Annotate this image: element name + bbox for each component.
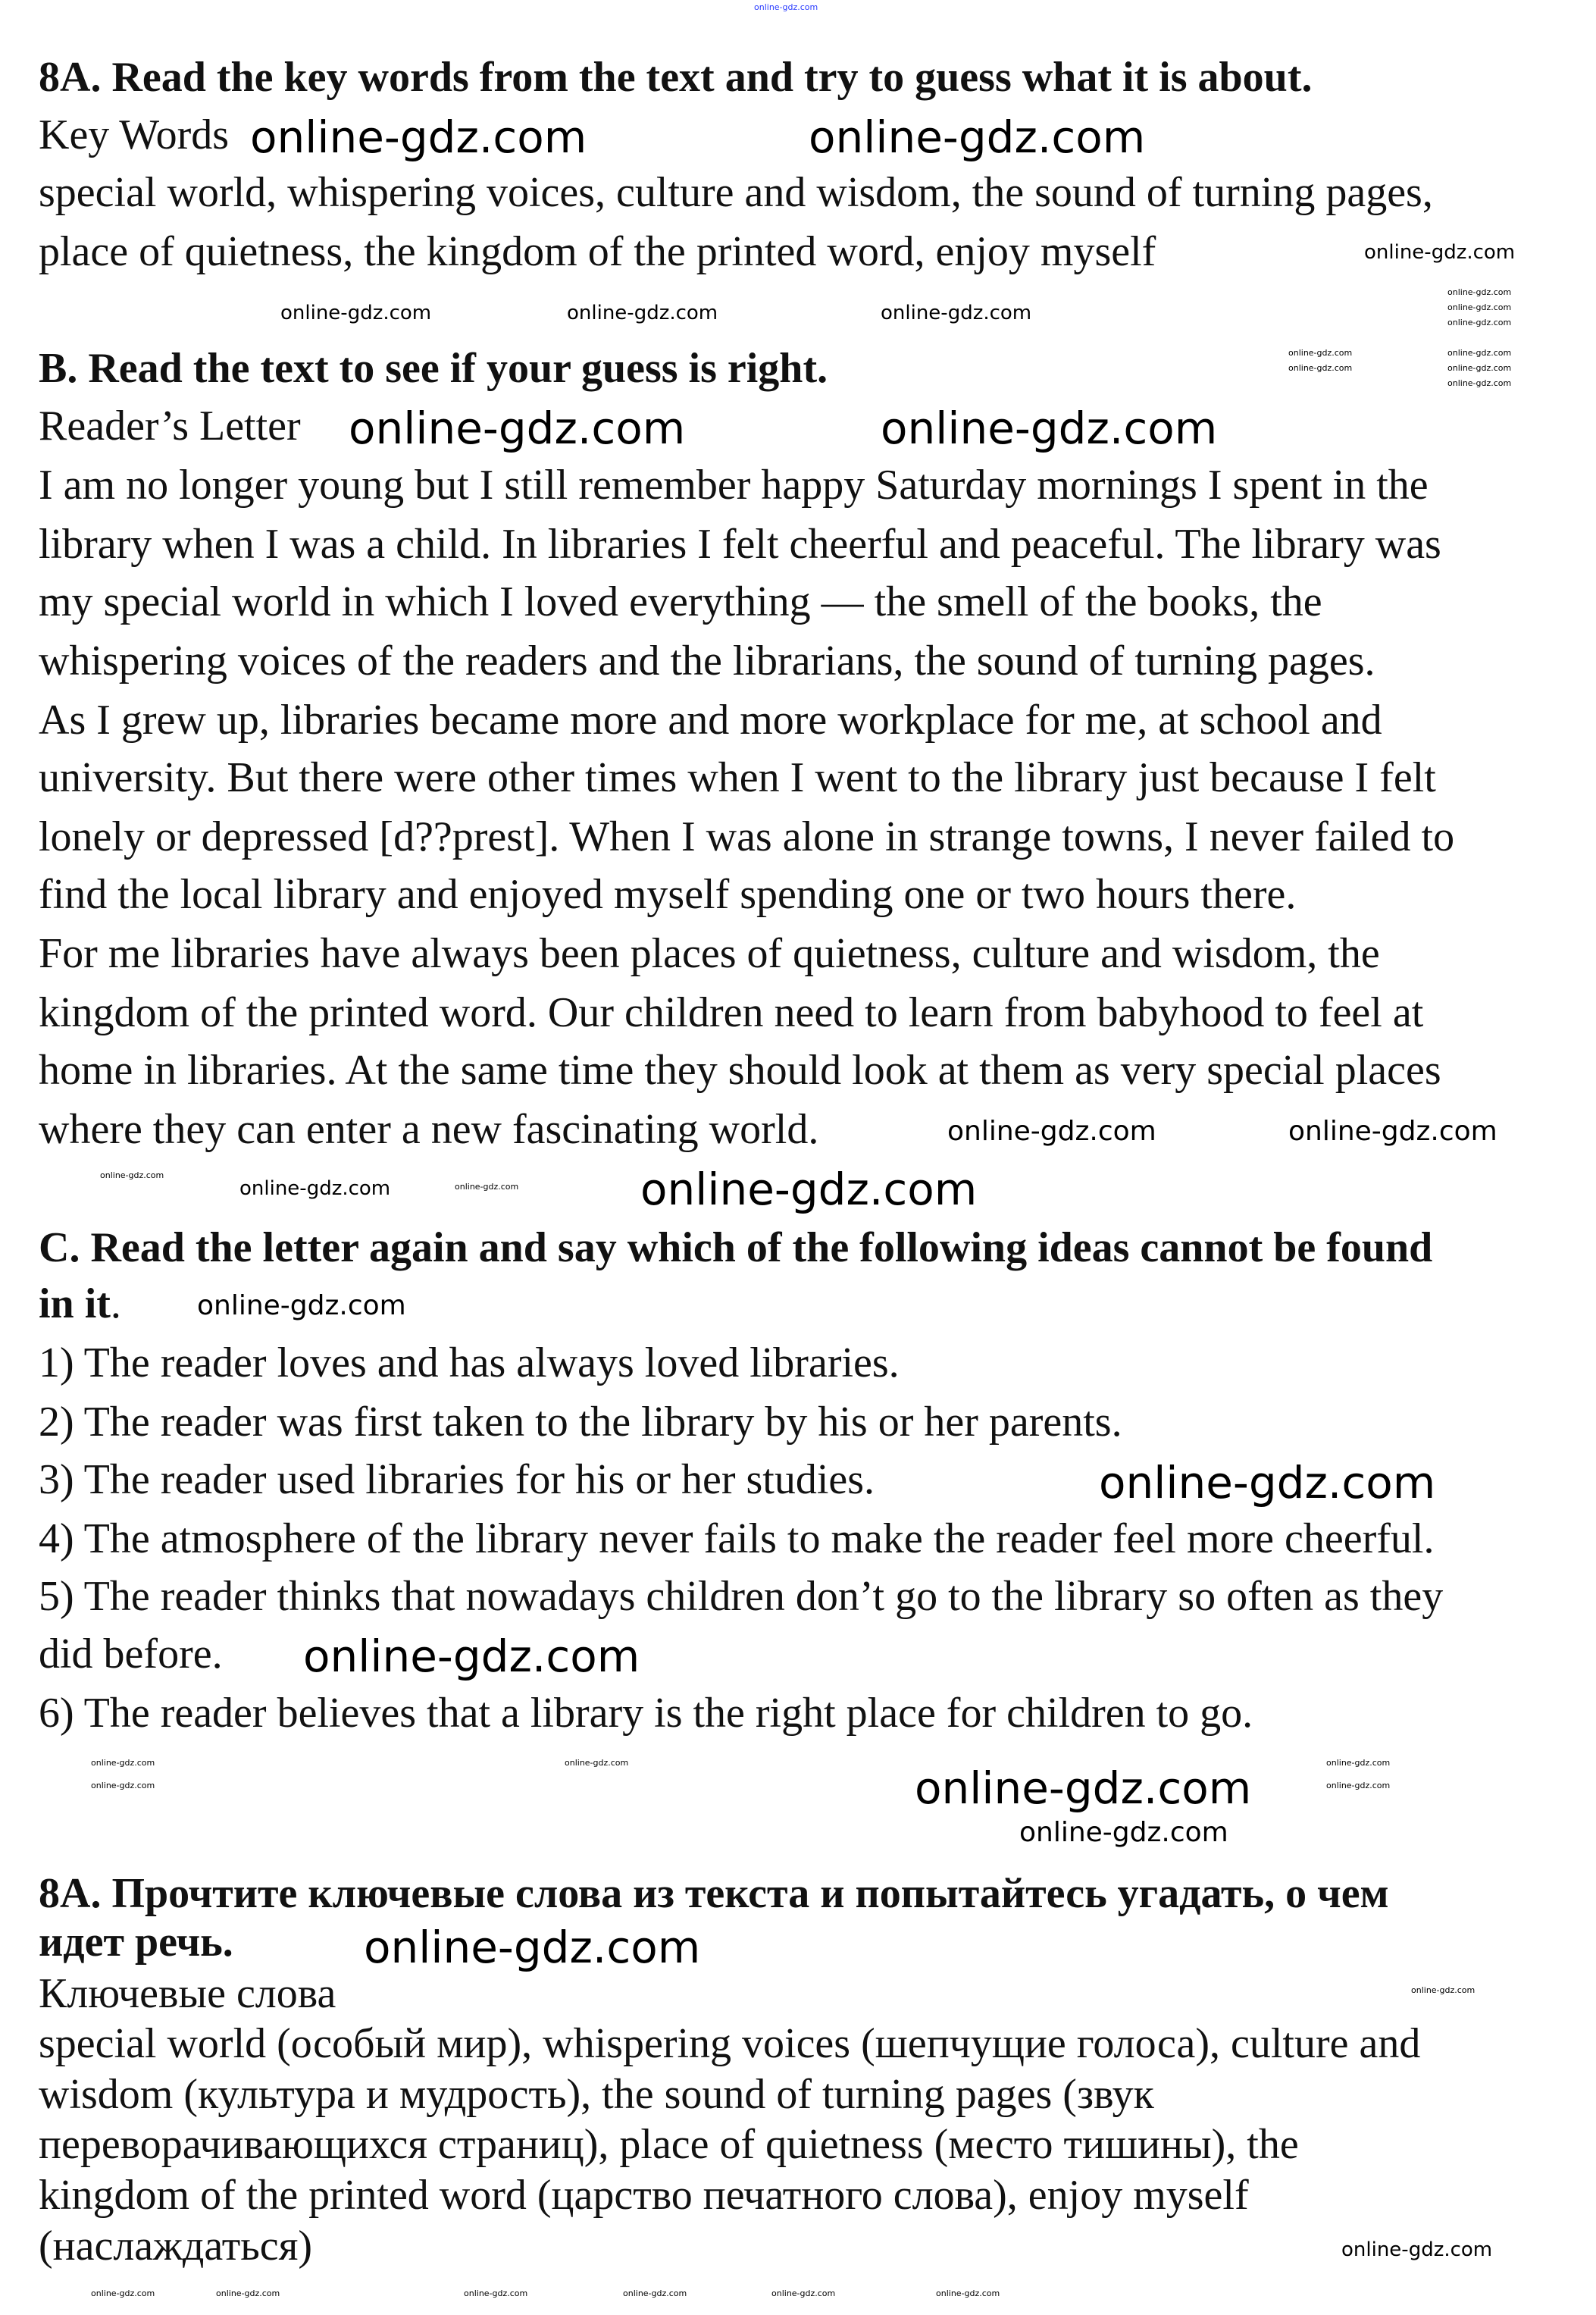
letter-line: I am no longer young but I still remember happy Saturday mornings I spent in the — [39, 462, 1429, 509]
watermark: online-gdz.com — [349, 403, 686, 454]
ru-line: kingdom of the printed word (царство печатного слова), enjoy myself — [39, 2172, 1249, 2219]
watermark: online-gdz.com — [280, 302, 432, 324]
watermark: online-gdz.com — [455, 1182, 519, 1192]
letter-line: whispering voices of the readers and the librarians, the sound of turning pages. — [39, 637, 1375, 684]
watermark: online-gdz.com — [809, 111, 1146, 163]
watermark: online-gdz.com — [216, 2288, 280, 2298]
key-words-label: Key Words — [39, 111, 230, 158]
statement-item: 4) The atmosphere of the library never fails to make the reader feel more cheerful. — [39, 1515, 1435, 1562]
statement-item: 1) The reader loves and has always loved libraries. — [39, 1339, 900, 1386]
section-c-heading: C. Read the letter again and say which of the following ideas cannot be found — [39, 1224, 1433, 1271]
watermark: online-gdz.com — [1447, 287, 1512, 297]
watermark: online-gdz.com — [1288, 348, 1353, 358]
ru-line: wisdom (культура и мудрость), the sound of turning pages (звук — [39, 2071, 1154, 2118]
letter-line: where they can enter a new fascinating world. — [39, 1106, 819, 1153]
key-words-line: place of quietness, the kingdom of the printed word, enjoy myself — [39, 228, 1156, 275]
watermark: online-gdz.com — [1447, 378, 1512, 388]
letter-line: lonely or depressed [d??prest]. When I was alone in strange towns, I never failed to — [39, 813, 1455, 860]
key-words-line: special world, whispering voices, culture and wisdom, the sound of turning pages, — [39, 169, 1433, 216]
statement-item: 6) The reader believes that a library is the right place for children to go. — [39, 1690, 1253, 1737]
ru-line: переворачивающихся страниц), place of quietness (место тишины), the — [39, 2121, 1299, 2168]
watermark: online-gdz.com — [1447, 302, 1512, 312]
ru-heading: 8A. Прочтите ключевые слова из текста и попытайтесь угадать, о чем — [39, 1870, 1389, 1917]
watermark: online-gdz.com — [947, 1116, 1156, 1147]
section-a-heading: 8A. Read the key words from the text and try to guess what it is about. — [39, 54, 1313, 101]
watermark: online-gdz.com — [303, 1631, 640, 1682]
watermark: online-gdz.com — [1288, 1116, 1497, 1147]
watermark: online-gdz.com — [936, 2288, 1000, 2298]
statement-item: 3) The reader used libraries for his or her studies. — [39, 1456, 875, 1503]
section-c-heading-end: in it — [39, 1280, 111, 1327]
watermark: online-gdz.com — [640, 1164, 978, 1215]
letter-title: Reader’s Letter — [39, 403, 301, 450]
watermark: online-gdz.com — [915, 1762, 1252, 1814]
watermark: online-gdz.com — [100, 1170, 164, 1180]
watermark: online-gdz.com — [565, 1758, 629, 1768]
watermark: online-gdz.com — [464, 2288, 528, 2298]
watermark: online-gdz.com — [1288, 363, 1353, 373]
watermark: online-gdz.com — [364, 1922, 701, 1973]
watermark: online-gdz.com — [1447, 318, 1512, 327]
ru-heading-cont: идет речь. — [39, 1919, 233, 1966]
watermark: online-gdz.com — [1326, 1758, 1391, 1768]
watermark: online-gdz.com — [239, 1177, 391, 1200]
statement-item: did before. — [39, 1631, 223, 1678]
ru-line: special world (особый мир), whispering voices (шепчущие голоса), culture and — [39, 2020, 1421, 2067]
letter-line: home in libraries. At the same time they should look at them as very special places — [39, 1047, 1441, 1094]
watermark: online-gdz.com — [1411, 1985, 1476, 1995]
letter-line: kingdom of the printed word. Our children need to learn from babyhood to feel at — [39, 989, 1424, 1036]
top-watermark: online-gdz.com — [754, 2, 818, 12]
watermark: online-gdz.com — [1019, 1817, 1228, 1848]
watermark: online-gdz.com — [1447, 363, 1512, 373]
watermark: online-gdz.com — [771, 2288, 836, 2298]
watermark: online-gdz.com — [1326, 1781, 1391, 1790]
watermark: online-gdz.com — [623, 2288, 687, 2298]
letter-line: For me libraries have always been places of quietness, culture and wisdom, the — [39, 930, 1380, 977]
watermark: online-gdz.com — [91, 1758, 155, 1768]
statement-item: 2) The reader was first taken to the library by his or her parents. — [39, 1399, 1122, 1446]
watermark: online-gdz.com — [881, 403, 1218, 454]
letter-line: find the local library and enjoyed myself spending one or two hours there. — [39, 871, 1297, 918]
section-c-heading-cont — [39, 1277, 121, 1330]
section-c-heading-period: . — [110, 1280, 121, 1327]
watermark: online-gdz.com — [1341, 2238, 1493, 2261]
letter-line: As I grew up, libraries became more and more workplace for me, at school and — [39, 697, 1382, 744]
watermark: online-gdz.com — [1364, 241, 1516, 264]
watermark: online-gdz.com — [250, 111, 587, 163]
watermark: online-gdz.com — [91, 2288, 155, 2298]
watermark: online-gdz.com — [567, 302, 718, 324]
ru-line: (наслаждаться) — [39, 2223, 312, 2270]
watermark: online-gdz.com — [881, 302, 1032, 324]
letter-line: library when I was a child. In libraries I felt cheerful and peaceful. The library was — [39, 521, 1441, 568]
watermark: online-gdz.com — [91, 1781, 155, 1790]
ru-key-words-label: Ключевые слова — [39, 1970, 336, 2017]
watermark: online-gdz.com — [197, 1290, 406, 1321]
letter-line: university. But there were other times when I went to the library just because I felt — [39, 754, 1436, 801]
letter-line: my special world in which I loved everything — the smell of the books, the — [39, 578, 1322, 625]
section-b-heading: B. Read the text to see if your guess is right. — [39, 345, 828, 392]
watermark: online-gdz.com — [1099, 1457, 1436, 1508]
watermark: online-gdz.com — [1447, 348, 1512, 358]
statement-item: 5) The reader thinks that nowadays children don’t go to the library so often as they — [39, 1573, 1444, 1620]
